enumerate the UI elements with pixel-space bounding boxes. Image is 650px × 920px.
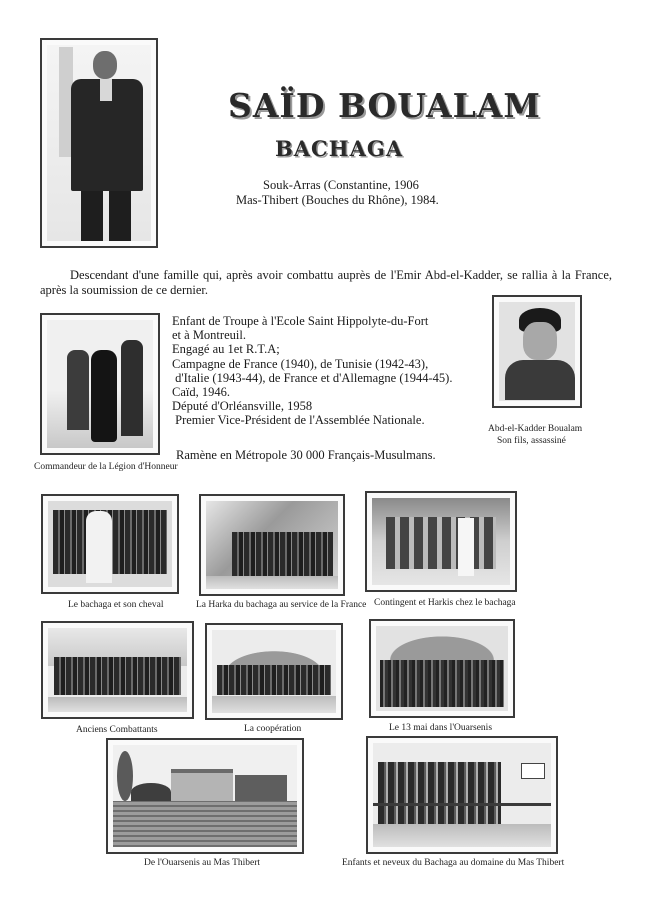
photo-crowd [378,762,501,826]
gallery-caption-4: Anciens Combattants [76,725,158,735]
trousers-right [109,191,131,241]
jacket [505,360,575,400]
death-place: Mas-Thibert (Bouches du Rhône), 1984. [236,193,439,207]
photo-crowd [380,660,504,707]
head [93,51,117,79]
gallery-photo-8 [366,736,558,854]
page-subtitle: BACHAGA [275,136,404,161]
career-item: Campagne de France (1940), de Tunisie (1942-43), [172,356,429,371]
photo-image [212,630,336,713]
photo-image [113,745,297,847]
intro-text: Descendant d'une famille qui, après avoir combattu auprès de l'Emir Abd-el-Kadder, se rallia à la France, après la soumission de ce dernier. [40,268,612,297]
photo-crowd [217,665,331,695]
photo-image [48,628,187,712]
portrait-said-boualam [40,38,158,248]
photo-crowd [386,517,496,569]
officer-left [67,350,89,430]
gallery-photo-4 [41,621,194,719]
gallery-photo-2 [199,494,345,596]
gallery-caption-5: La coopération [244,724,302,734]
face [523,322,557,360]
photo-image [206,501,338,589]
photo-image [376,626,508,711]
officer-right [121,340,143,436]
photo-crowd [54,657,182,695]
photo-ground [206,576,338,589]
gallery-caption-1: Le bachaga et son cheval [68,600,164,610]
portrait-photo [47,45,151,241]
photo-ground [212,696,336,713]
photo-image [372,498,510,585]
son-caption-name: Abd-el-Kadder Boualam [488,424,583,434]
birth-place: Souk-Arras (Constantine, 1906 [263,178,419,192]
son-photo [499,302,575,401]
career-item: Caïd, 1946. [172,385,230,400]
career-item: Engagé au 1et R.T.A; [172,342,280,357]
photo-crowd [232,532,332,580]
gallery-photo-3 [365,491,517,592]
bachaga-figure [91,350,117,442]
gallery-caption-6: Le 13 mai dans l'Ouarsenis [389,723,493,733]
career-item: et à Montreuil. [172,328,246,343]
career-item: Premier Vice-Président de l'Assemblée Nationale. [172,413,425,428]
career-list [172,314,452,428]
legion-caption: Commandeur de la Légion d'Honneur [34,462,178,472]
portrait-son [492,295,582,408]
sign-board [521,763,545,779]
son-caption-desc: Son fils, assassiné [497,436,566,446]
gallery-caption-7: De l'Ouarsenis au Mas Thibert [144,858,261,868]
career-item: d'Italie (1943-44), de France et d'Allemagne (1944-45). [172,370,453,385]
career-item: Enfant de Troupe à l'Ecole Saint Hippolyte-du-Fort [172,314,429,328]
photo-image [373,743,551,847]
photo-ground [48,697,187,712]
photo-image [48,501,172,587]
white-robe [86,511,112,583]
career-item: Député d'Orléansville, 1958 [172,399,313,414]
photo-ground [373,824,551,847]
gallery-caption-3: Contingent et Harkis chez le bachaga [374,598,516,608]
gallery-photo-6 [369,619,515,718]
gallery-caption-2: La Harka du bachaga au service de la France [196,600,367,610]
photo-hill [376,630,508,660]
white-robe [458,518,474,576]
field [113,801,297,847]
gallery-photo-7 [106,738,304,854]
farmhouse [171,769,233,803]
intro-paragraph [40,268,612,297]
gallery-photo-5 [205,623,343,720]
trousers-left [81,191,103,241]
page-title: SAÏD BOUALAM [228,86,541,125]
haystack [131,783,171,801]
barn [235,775,287,801]
shirt [100,79,112,101]
gallery-photo-1 [41,494,179,594]
repatriation-note: Ramène en Métropole 30 000 Français-Musulmans. [176,448,436,462]
gallery-caption-8: Enfants et neveux du Bachaga au domaine du Mas Thibert [342,858,565,868]
legion-photo [47,320,153,448]
photo-legion-honneur [40,313,160,455]
fence [373,803,551,806]
